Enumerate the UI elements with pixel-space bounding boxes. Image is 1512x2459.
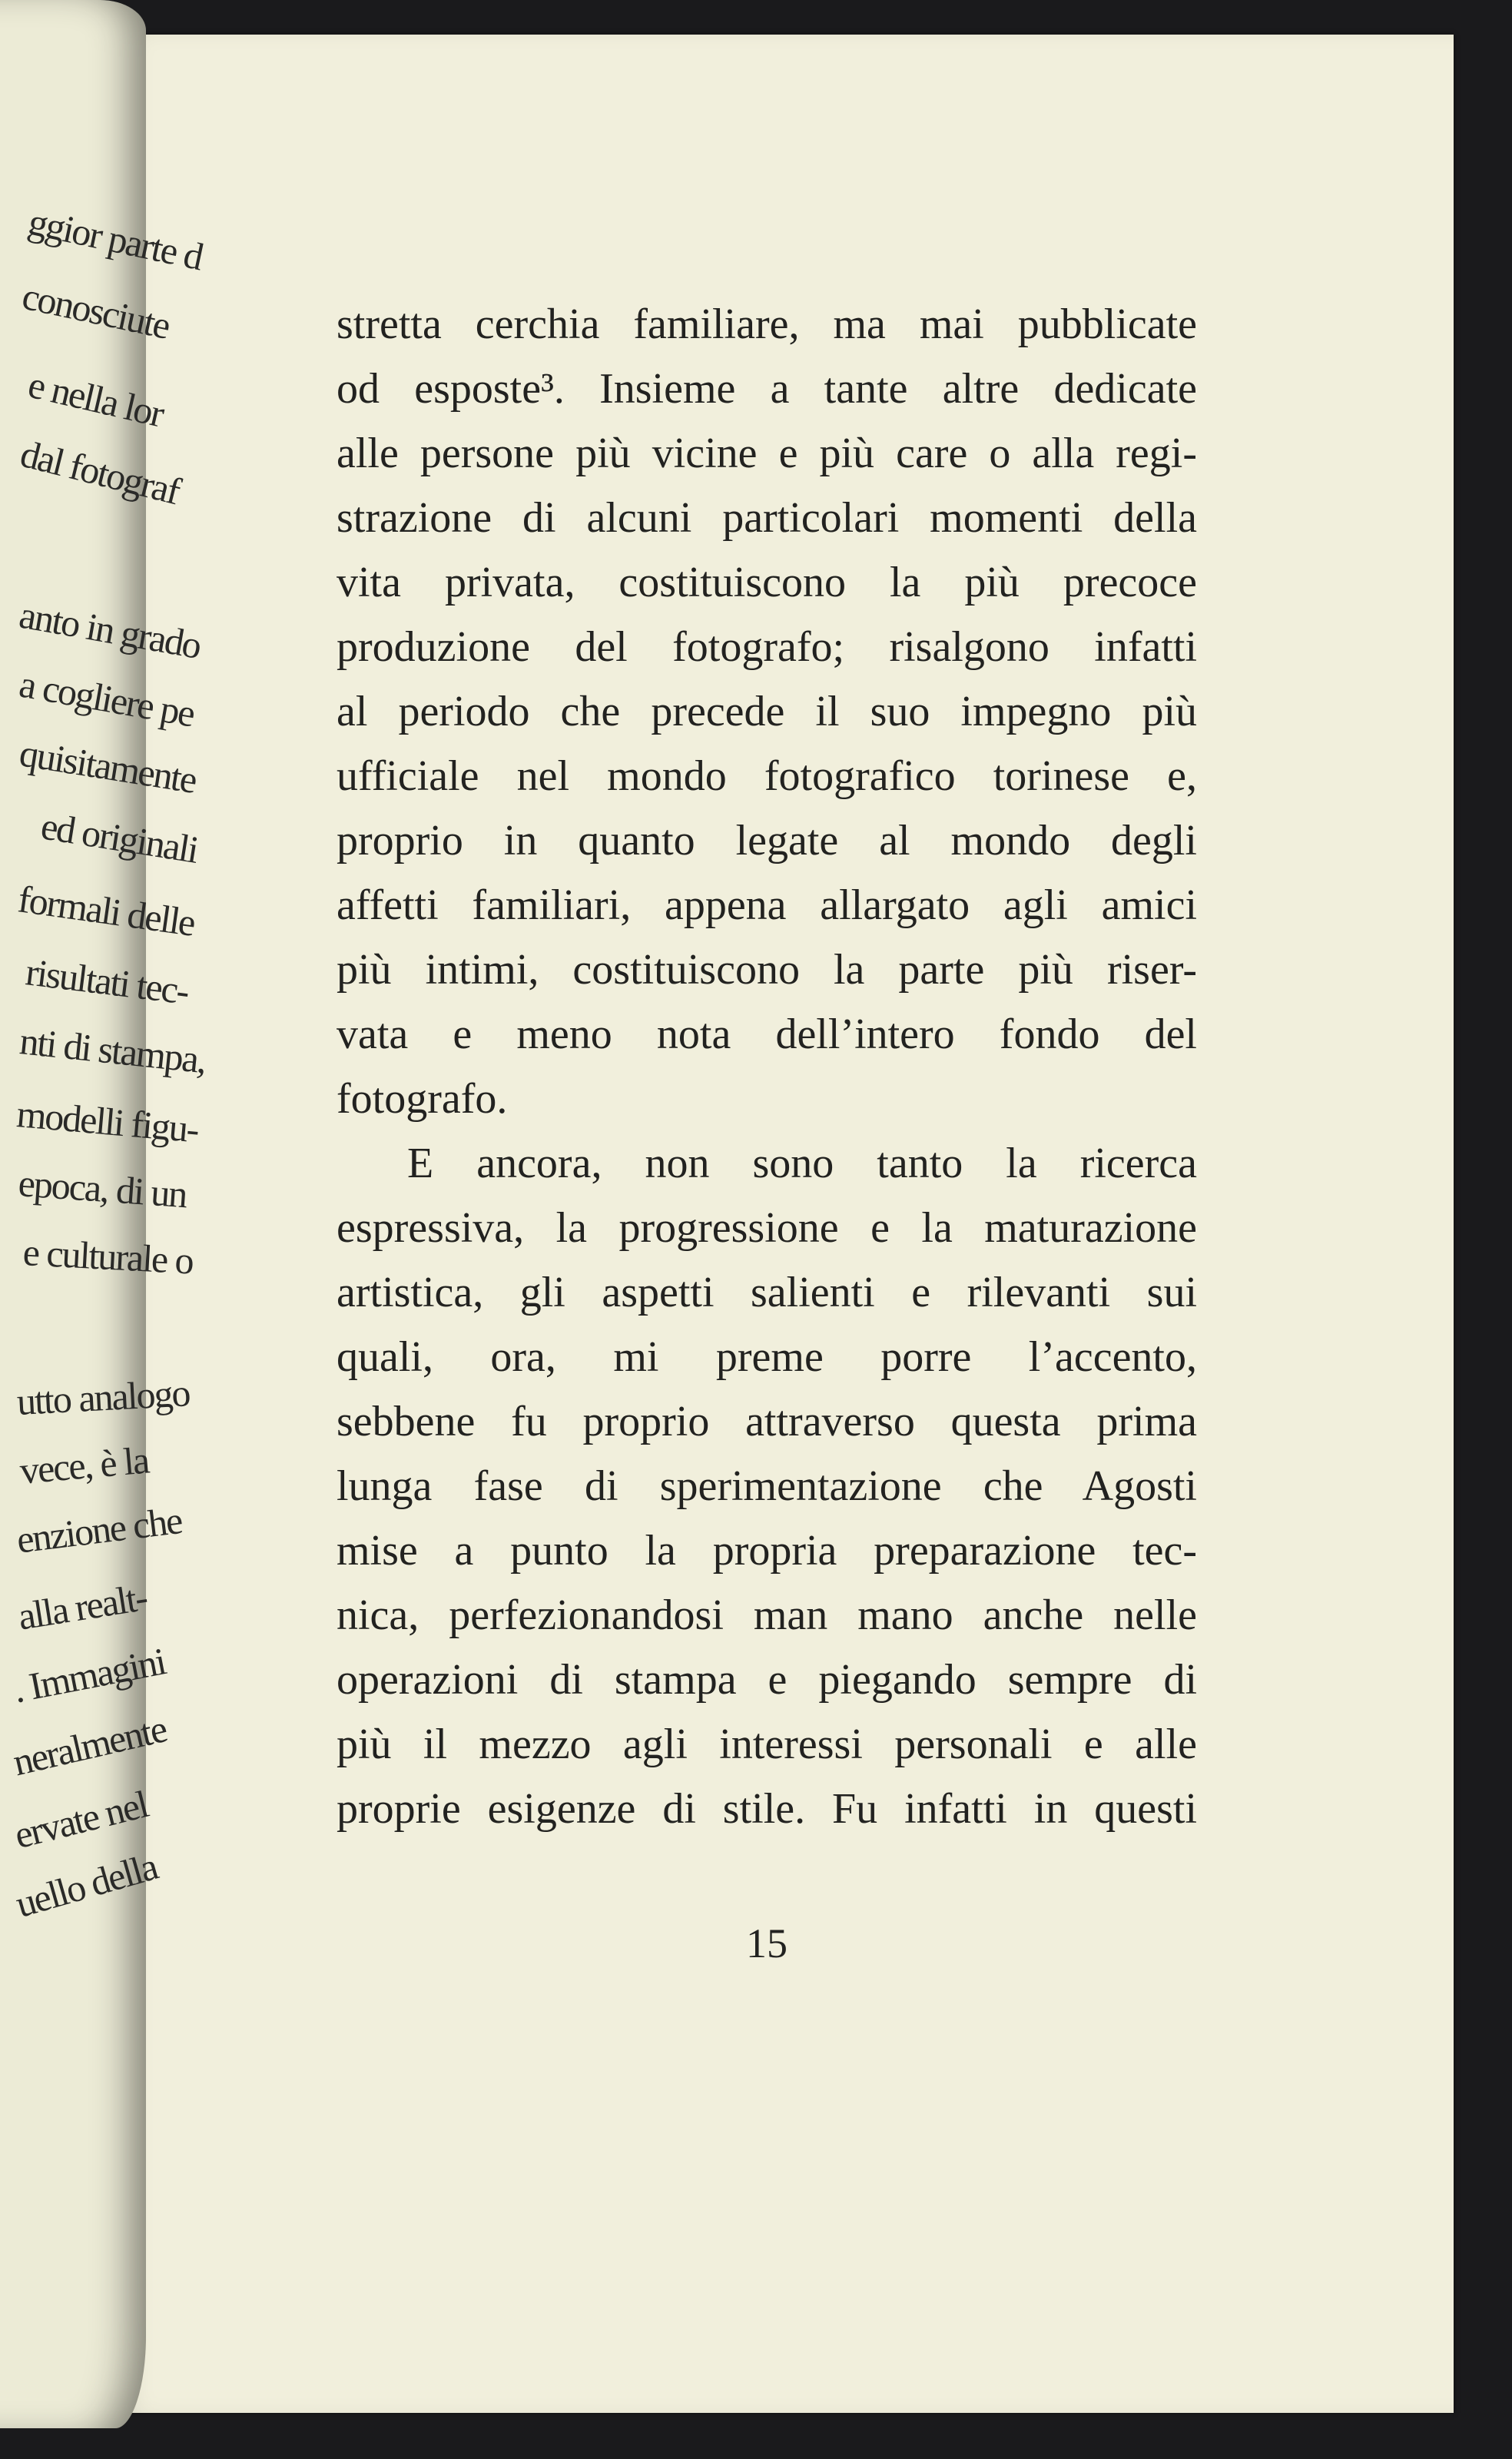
left-line: nti di stampa, [18, 1019, 208, 1082]
body-text [337, 292, 1197, 1841]
left-line: ervate nel [10, 1782, 152, 1857]
left-line: anto in grado [16, 592, 204, 667]
left-line: quisitamente [16, 731, 200, 801]
left-page [0, 0, 208, 2428]
text-line: mise a punto la propria preparazione tec- [337, 1527, 1197, 1575]
left-line: ed originali [38, 804, 201, 871]
text-line: vata e meno nota dell’intero fondo del [337, 1010, 1197, 1058]
text-line: più intimi, costituiscono la parte più riser- [337, 946, 1197, 994]
left-line: vece, è la [18, 1438, 151, 1492]
text-line: artistica, gli aspetti salienti e rilevanti sui [337, 1269, 1197, 1316]
text-line: lunga fase di sperimentazione che Agosti [337, 1462, 1197, 1510]
left-line: dal fotograf [16, 431, 184, 513]
left-line: e nella lor [24, 362, 167, 436]
text-line: quali, ora, mi preme porre l’accento, [337, 1333, 1197, 1381]
page-number: 15 [746, 1920, 788, 1966]
left-line: enzione che [14, 1498, 184, 1561]
text-line: sebbene fu proprio attraverso questa prima [337, 1398, 1197, 1445]
left-line: alla realt- [15, 1575, 150, 1638]
left-line: uello della [11, 1844, 162, 1926]
text-line: proprio in quanto legate al mondo degli [337, 817, 1197, 864]
text-line: strazione di alcuni particolari momenti della [337, 494, 1197, 542]
left-line: . Immagini [9, 1639, 169, 1711]
left-line: formali delle [15, 877, 197, 944]
text-line: più il mezzo agli interessi personali e alle [337, 1721, 1197, 1768]
text-line: fotografo. [337, 1075, 508, 1123]
text-line: od esposte³. Insieme a tante altre dedicate [337, 365, 1197, 413]
left-page-text [0, 0, 208, 2428]
text-line: nica, perfezionandosi man mano anche nelle [337, 1591, 1197, 1639]
text-line: stretta cerchia familiare, ma mai pubblicate [337, 300, 1197, 348]
left-line: ggior parte d [25, 199, 207, 279]
left-line: a cogliere pe [16, 662, 197, 735]
text-line: proprie esigenze di stile. Fu infatti in questi [337, 1785, 1197, 1833]
text-line: al periodo che precede il suo impegno più [337, 688, 1197, 735]
text-line: affetti familiari, appena allargato agli amici [337, 881, 1197, 929]
left-line: conosciute [18, 274, 174, 347]
text-line: alle persone più vicine e più care o alla regi- [337, 430, 1197, 477]
text-line-indented: E ancora, non sono tanto la ricerca [407, 1140, 1197, 1187]
text-line: operazioni di stampa e piegando sempre di [337, 1656, 1197, 1704]
text-line: espressiva, la progressione e la maturazione [337, 1204, 1197, 1252]
left-line: risultati tec- [23, 950, 191, 1013]
text-line: produzione del fotografo; risalgono infatti [337, 623, 1197, 671]
text-line: vita privata, costituiscono la più precoce [337, 559, 1197, 606]
left-line: epoca, di un [17, 1161, 188, 1216]
left-line: utto analogo [15, 1371, 191, 1423]
left-line: neralmente [8, 1707, 171, 1784]
text-line: ufficiale nel mondo fotografico torinese e, [337, 752, 1197, 800]
left-line: e culturale o [22, 1230, 194, 1283]
left-line: modelli figu- [15, 1092, 200, 1151]
